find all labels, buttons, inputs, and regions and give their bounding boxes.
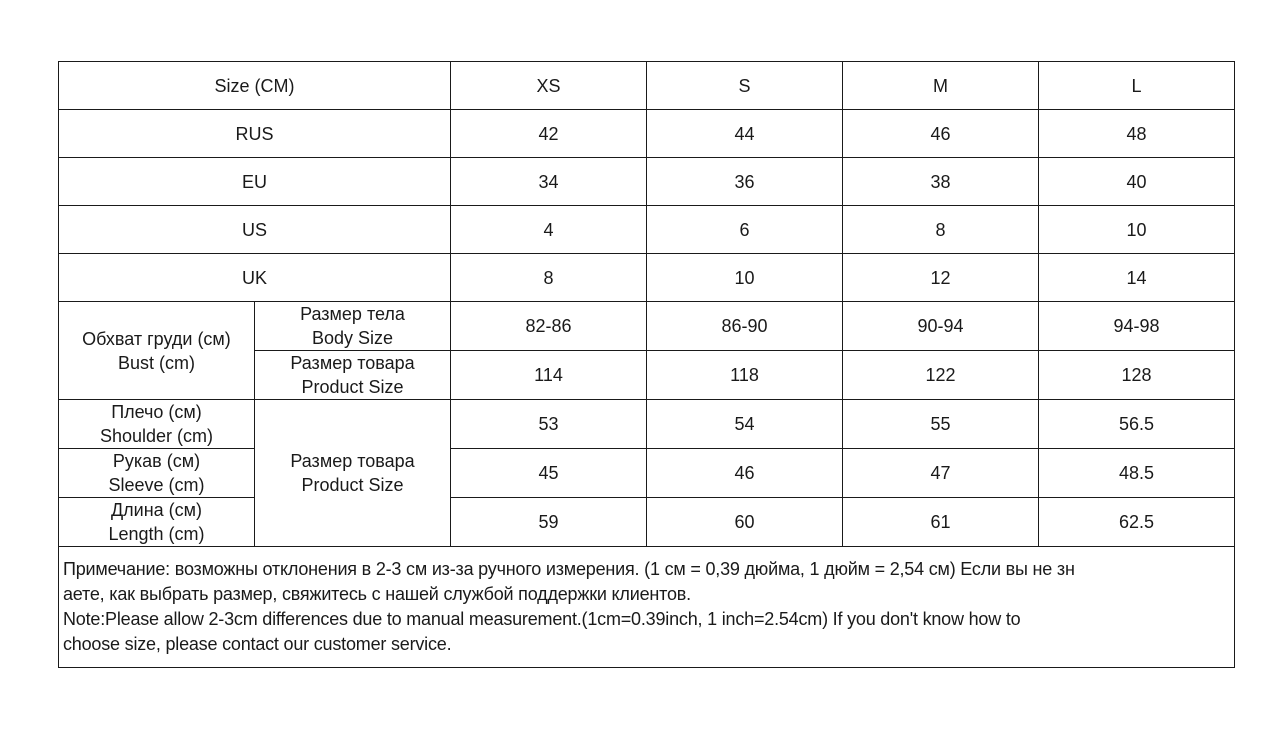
row-label-uk: UK xyxy=(59,254,451,302)
size-header-s: S xyxy=(647,62,843,110)
sleeve-row xyxy=(59,449,1235,498)
us-s: 6 xyxy=(647,206,843,254)
rus-row xyxy=(59,110,1235,158)
sleeve-s: 46 xyxy=(647,449,843,498)
eu-xs: 34 xyxy=(451,158,647,206)
uk-row xyxy=(59,254,1235,302)
product-size-group-label xyxy=(255,400,451,547)
bust-label-ru: Обхват груди (см) xyxy=(82,328,231,349)
length-label-ru: Длина (см) xyxy=(110,500,203,520)
us-m: 8 xyxy=(843,206,1039,254)
uk-m: 12 xyxy=(843,254,1039,302)
sleeve-m: 47 xyxy=(843,449,1039,498)
bust-body-l: 94-98 xyxy=(1039,302,1235,351)
bust-label xyxy=(59,302,255,400)
shoulder-s: 54 xyxy=(647,400,843,449)
bust-body-s: 86-90 xyxy=(647,302,843,351)
length-row xyxy=(59,498,1235,547)
note-ru-line-2: аете, как выбрать размер, свяжитесь с нашей службой поддержки клиентов. xyxy=(63,584,691,604)
bust-body-size-row xyxy=(59,302,1235,351)
shoulder-label xyxy=(59,400,255,449)
size-header-m: M xyxy=(843,62,1039,110)
length-l: 62.5 xyxy=(1039,498,1235,547)
product-size-group-label-en: Product Size xyxy=(301,475,404,495)
sleeve-xs: 45 xyxy=(451,449,647,498)
bust-product-s: 118 xyxy=(647,351,843,400)
shoulder-l: 56.5 xyxy=(1039,400,1235,449)
bust-product-size-label-en: Product Size xyxy=(301,377,404,397)
body-size-label xyxy=(255,302,451,351)
shoulder-label-en: Shoulder (cm) xyxy=(99,426,214,446)
eu-m: 38 xyxy=(843,158,1039,206)
note-row xyxy=(59,547,1235,668)
rus-xs: 42 xyxy=(451,110,647,158)
header-row xyxy=(59,62,1235,110)
length-s: 60 xyxy=(647,498,843,547)
length-label xyxy=(59,498,255,547)
length-label-en: Length (cm) xyxy=(108,524,205,544)
size-header-l: L xyxy=(1039,62,1235,110)
bust-label-en: Bust (cm) xyxy=(117,352,195,373)
size-header-label: Size (CM) xyxy=(59,62,451,110)
bust-body-xs: 82-86 xyxy=(451,302,647,351)
measurement-note xyxy=(59,547,1235,668)
row-label-us: US xyxy=(59,206,451,254)
us-l: 10 xyxy=(1039,206,1235,254)
sleeve-label-en: Sleeve (cm) xyxy=(108,475,205,495)
eu-s: 36 xyxy=(647,158,843,206)
size-chart-table xyxy=(58,61,1235,668)
row-label-rus: RUS xyxy=(59,110,451,158)
body-size-label-en: Body Size xyxy=(311,328,394,348)
shoulder-row xyxy=(59,400,1235,449)
bust-product-m: 122 xyxy=(843,351,1039,400)
us-row xyxy=(59,206,1235,254)
shoulder-m: 55 xyxy=(843,400,1039,449)
product-size-group-label-ru: Размер товара xyxy=(290,451,415,471)
note-ru-line-1: Примечание: возможны отклонения в 2-3 см из-за ручного измерения. (1 см = 0,39 дюйма, 1 дюйм = 2,54 см) Если вы не зн xyxy=(63,559,1075,579)
length-m: 61 xyxy=(843,498,1039,547)
shoulder-xs: 53 xyxy=(451,400,647,449)
bust-product-l: 128 xyxy=(1039,351,1235,400)
sleeve-l: 48.5 xyxy=(1039,449,1235,498)
bust-product-size-label xyxy=(255,351,451,400)
rus-s: 44 xyxy=(647,110,843,158)
bust-product-size-label-ru: Размер товара xyxy=(290,353,415,373)
note-en-line-2: choose size, please contact our customer service. xyxy=(63,634,452,654)
uk-xs: 8 xyxy=(451,254,647,302)
us-xs: 4 xyxy=(451,206,647,254)
sleeve-label-ru: Рукав (см) xyxy=(112,451,201,471)
body-size-label-ru: Размер тела xyxy=(300,304,405,324)
note-en-line-1: Note:Please allow 2-3cm differences due to manual measurement.(1cm=0.39inch, 1 inch=2.54cm) If you don't know how to xyxy=(63,609,1021,629)
row-label-eu: EU xyxy=(59,158,451,206)
rus-m: 46 xyxy=(843,110,1039,158)
bust-product-xs: 114 xyxy=(451,351,647,400)
eu-l: 40 xyxy=(1039,158,1235,206)
bust-body-m: 90-94 xyxy=(843,302,1039,351)
size-header-xs: XS xyxy=(451,62,647,110)
sleeve-label xyxy=(59,449,255,498)
rus-l: 48 xyxy=(1039,110,1235,158)
length-xs: 59 xyxy=(451,498,647,547)
uk-s: 10 xyxy=(647,254,843,302)
uk-l: 14 xyxy=(1039,254,1235,302)
shoulder-label-ru: Плечо (см) xyxy=(111,402,202,422)
eu-row xyxy=(59,158,1235,206)
